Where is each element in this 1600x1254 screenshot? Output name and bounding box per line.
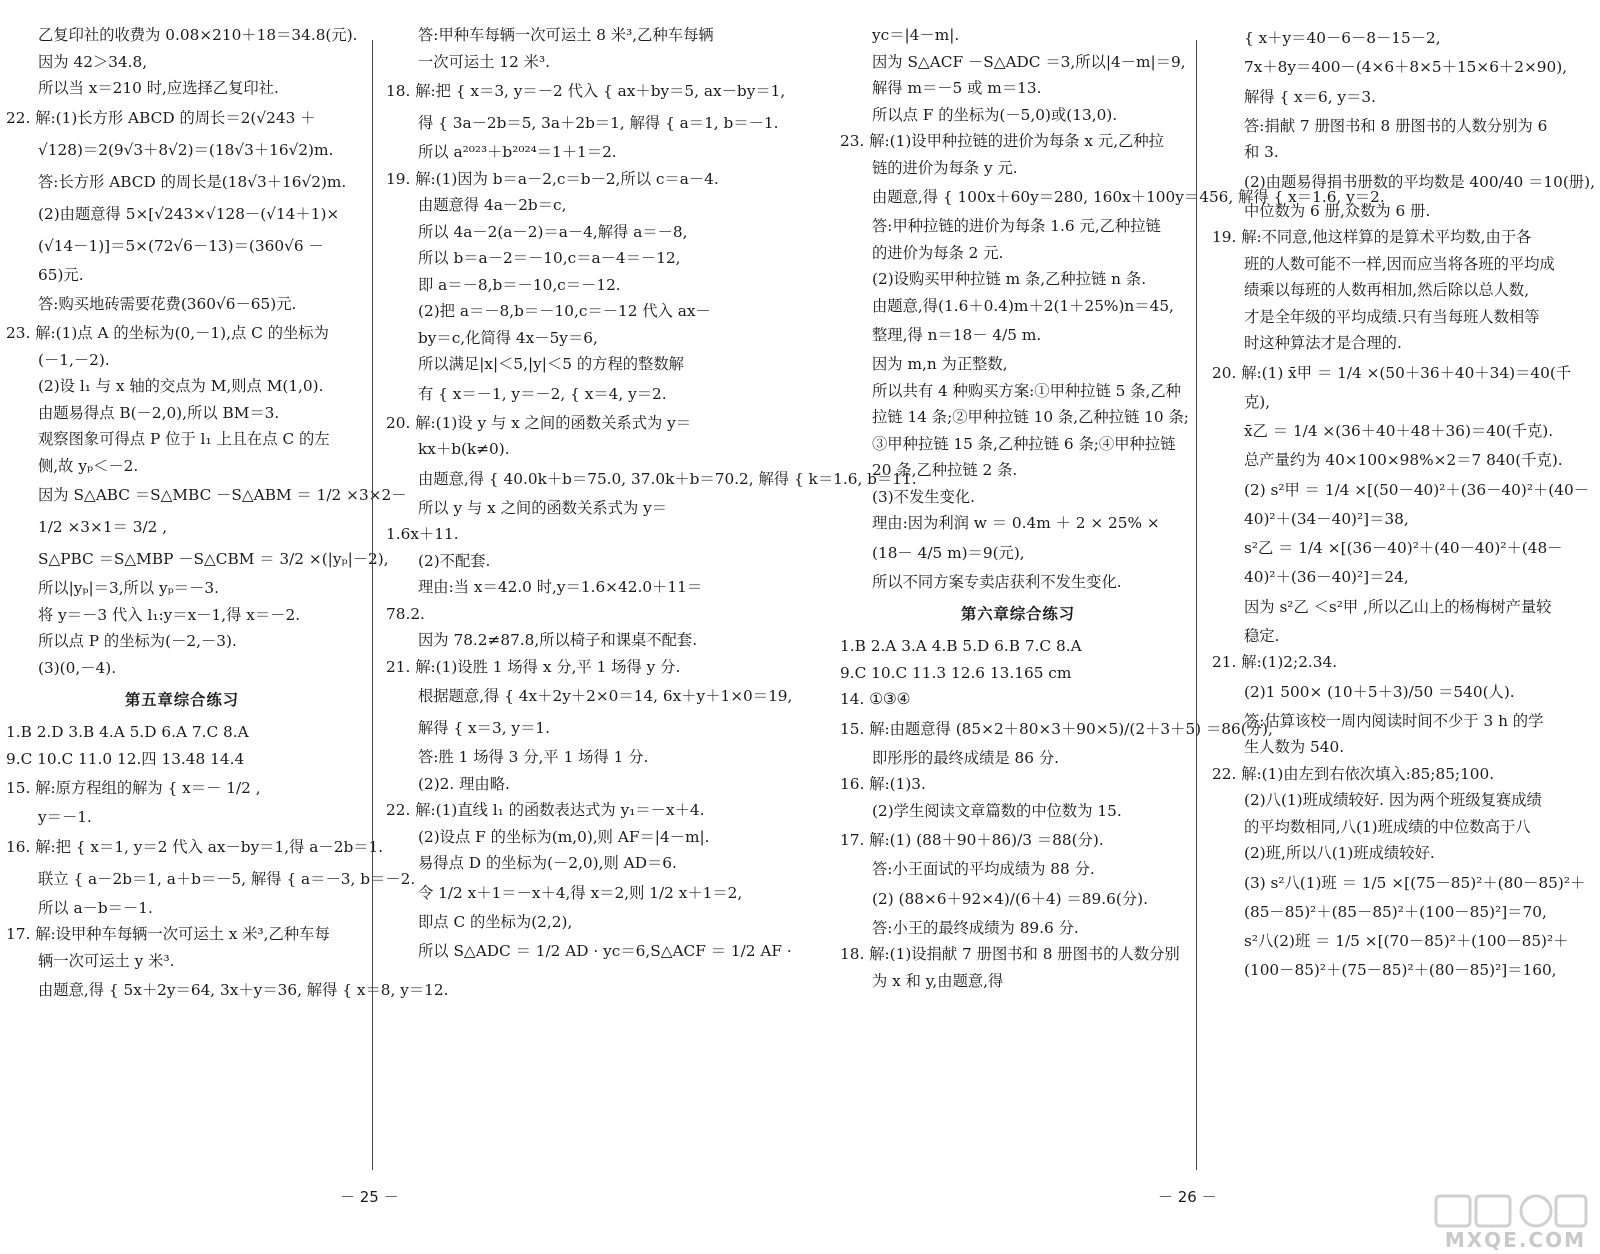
answer-line: 1/2 ×3×1＝ 3/2 , [38, 518, 168, 536]
answer-line: 78.2. [386, 604, 425, 623]
answer-line: 解得 { x＝3, y＝1. [418, 719, 550, 737]
answer-line: 一次可运土 12 米³. [418, 52, 550, 71]
answer-line: 18. 解:(1)设捐献 7 册图书和 8 册图书的人数分别 [840, 945, 1180, 963]
answer-line: 因为 S△ABC ＝S△MBC －S△ABM ＝ 1/2 ×3×2－ [38, 486, 407, 504]
answer-line: 1.6x＋11. [386, 525, 459, 543]
answer-line: 所以 a－b＝－1. [38, 898, 153, 917]
answer-line: 20 条,乙种拉链 2 条. [872, 461, 1018, 479]
answer-line: 克), [1244, 392, 1271, 411]
answer-line: 理由:因为利润 w ＝ 0.4m ＋ 2 × 25% × [872, 514, 1160, 532]
answer-line: yc＝|4－m|. [872, 26, 960, 44]
answer-line: (2)设购买甲种拉链 m 条,乙种拉链 n 条. [872, 270, 1147, 288]
answer-line: s²八(2)班 ＝ 1/5 ×[(70－85)²＋(100－85)²＋ [1244, 932, 1569, 950]
answer-line: 即彤彤的最终成绩是 86 分. [872, 748, 1060, 767]
answer-line: 所以 a²⁰²³＋b²⁰²⁴＝1＋1＝2. [418, 143, 617, 161]
watermark-text: MXQE.COM [1444, 1228, 1586, 1252]
answer-line: 乙复印社的收费为 0.08×210＋18＝34.8(元). [38, 26, 358, 44]
answer-line: 得 { 3a－2b＝5, 3a＋2b＝1, 解得 { a＝1, b＝－1. [418, 114, 779, 132]
answer-line: 答:购买地砖需要花费(360√6－65)元. [38, 295, 297, 313]
answer-line: 答:甲种拉链的进价为每条 1.6 元,乙种拉链 [872, 217, 1161, 235]
answer-line: 1.B 2.D 3.B 4.A 5.D 6.A 7.C 8.A [6, 723, 249, 741]
answer-line: (3)不发生变化. [872, 487, 976, 506]
answer-line: 和 3. [1244, 143, 1279, 161]
answer-line: 即点 C 的坐标为(2,2), [418, 912, 573, 931]
answer-line: √128)＝2(9√3＋8√2)＝(18√3＋16√2)m. [38, 140, 334, 159]
answer-line: s²乙 ＝ 1/4 ×[(36－40)²＋(40－40)²＋(48－ [1244, 539, 1563, 557]
answer-line: 链的进价为每条 y 元. [872, 158, 1018, 177]
answer-line: S△PBC ＝S△MBP －S△CBM ＝ 3/2 ×(|yₚ|－2), [38, 550, 389, 568]
answer-line: 侧,故 yₚ＜－2. [38, 456, 139, 475]
answer-line: y＝－1. [38, 808, 92, 826]
answer-line: (－1,－2). [38, 350, 110, 369]
answer-line: 生人数为 540. [1244, 738, 1345, 756]
answer-line: 中位数为 6 册,众数为 6 册. [1244, 201, 1431, 220]
answer-line: 19. 解:不同意,他这样算的是算术平均数,由于各 [1212, 228, 1532, 246]
answer-line: 观察图象可得点 P 位于 l₁ 上且在点 C 的左 [38, 430, 330, 448]
answer-line: 答:胜 1 场得 3 分,平 1 场得 1 分. [418, 748, 649, 766]
answer-line: 稳定. [1244, 626, 1280, 645]
answer-line: 20. 解:(1) x̄甲 ＝ 1/4 ×(50＋36＋40＋34)＝40(千 [1212, 363, 1572, 382]
answer-line: 23. 解:(1)设甲种拉链的进价为每条 x 元,乙种拉 [840, 132, 1164, 150]
answer-line: 因为 42＞34.8, [38, 52, 148, 71]
answer-line: (2)八(1)班成绩较好. 因为两个班级复赛成绩 [1244, 791, 1542, 809]
column-divider-left [372, 40, 373, 1170]
answer-line: 7x＋8y＝400－(4×6＋8×5＋15×6＋2×90), [1244, 58, 1568, 76]
answer-line: 为 x 和 y,由题意,得 [872, 971, 1004, 990]
answer-line: 15. 解:原方程组的解为 { x＝－ 1/2 , [6, 779, 261, 797]
answer-line: 将 y＝－3 代入 l₁:y＝x－1,得 x＝－2. [38, 605, 301, 624]
answer-line: 有 { x＝－1, y＝－2, { x＝4, y＝2. [418, 384, 667, 403]
answer-line: 9.C 10.C 11.0 12.四 13.48 14.4 [6, 749, 245, 768]
answer-line: 由题意,得(1.6＋0.4)m＋2(1＋25%)n＝45, [872, 296, 1174, 315]
answer-line: 由题意,得 { 40.0k＋b＝75.0, 37.0k＋b＝70.2, 解得 { k＝1.6, b＝11. [418, 469, 917, 488]
answer-line: 所以 b＝a－2＝－10,c＝a－4＝－12, [418, 249, 681, 267]
answer-line: 所以|yₚ|＝3,所以 yₚ＝－3. [38, 579, 219, 597]
page-number-26: － 26 － [1158, 1188, 1217, 1206]
answer-line: 答:小王面试的平均成绩为 88 分. [872, 860, 1095, 878]
answer-line: { x＋y＝40－6－8－15－2, [1244, 29, 1441, 47]
answer-line: 18. 解:把 { x＝3, y＝－2 代入 { ax＋by＝5, ax－by＝1, [386, 82, 786, 100]
answer-line: 所以共有 4 种购买方案:①甲种拉链 5 条,乙种 [872, 381, 1181, 400]
answer-line: 绩乘以每班的人数再相加,然后除以总人数, [1244, 281, 1530, 299]
answer-line: 解得 { x＝6, y＝3. [1244, 87, 1376, 106]
answer-line: 22. 解:(1)长方形 ABCD 的周长＝2(√243 ＋ [6, 108, 316, 127]
answer-line: 根据题意,得 { 4x＋2y＋2×0＝14, 6x＋y＋1×0＝19, [418, 687, 793, 705]
page-26 [820, 22, 1600, 1182]
answer-line: 时这种算法才是合理的. [1244, 334, 1402, 352]
answer-line: 19. 解:(1)因为 b＝a－2,c＝b－2,所以 c＝a－4. [386, 169, 719, 188]
answer-line: 因为 s²乙 ＜s²甲 ,所以乙山上的杨梅树产量较 [1244, 597, 1552, 616]
page-number-25: － 25 － [340, 1188, 399, 1206]
answer-line: 20. 解:(1)设 y 与 x 之间的函数关系式为 y＝ [386, 413, 692, 432]
answer-line: (2)班,所以八(1)班成绩较好. [1244, 844, 1435, 862]
answer-line: 17. 解:(1) (88＋90＋86)/3 ＝88(分). [840, 831, 1104, 849]
answer-line: 21. 解:(1)设胜 1 场得 x 分,平 1 场得 y 分. [386, 657, 681, 676]
answer-line: 班的人数可能不一样,因而应当将各班的平均成 [1244, 254, 1555, 273]
answer-line: 答:捐献 7 册图书和 8 册图书的人数分别为 6 [1244, 116, 1548, 135]
answer-line: 令 1/2 x＋1＝－x＋4,得 x＝2,则 1/2 x＋1＝2, [418, 883, 743, 902]
answer-line: 由题意,得 { 100x＋60y＝280, 160x＋100y＝456, 解得 { x＝1.6, y＝2. [872, 188, 1385, 206]
answer-line: 22. 解:(1)由左到右依次填入:85;85;100. [1212, 764, 1495, 783]
answer-line: x̄乙 ＝ 1/4 ×(36＋40＋48＋36)＝40(千克). [1244, 422, 1554, 440]
answer-line: 由题意,得 { 5x＋2y＝64, 3x＋y＝36, 解得 { x＝8, y＝12. [38, 981, 449, 999]
answer-line: 14. ①③④ [840, 690, 911, 708]
answer-line: (2)不配套. [418, 551, 491, 570]
answer-line: 答:估算该校一周内阅读时间不少于 3 h 的学 [1244, 711, 1544, 730]
answer-line: 易得点 D 的坐标为(－2,0),则 AD＝6. [418, 854, 677, 872]
answer-line: 因为 78.2≠87.8,所以椅子和课桌不配套. [418, 631, 698, 649]
answer-line: 所以点 P 的坐标为(－2,－3). [38, 632, 237, 650]
answer-line: 联立 { a－2b＝1, a＋b＝－5, 解得 { a＝－3, b＝－2. [38, 869, 416, 888]
answer-line: 65)元. [38, 265, 84, 284]
section-heading: 第六章综合练习 [960, 605, 1076, 623]
answer-line: 由题易得点 B(－2,0),所以 BM＝3. [38, 403, 280, 422]
answer-line: 总产量约为 40×100×98%×2＝7 840(千克). [1244, 451, 1563, 469]
answer-line: (2)1 500× (10＋5＋3)/50 ＝540(人). [1244, 682, 1515, 701]
answer-line: 才是全年级的平均成绩.只有当每班人数相等 [1244, 307, 1540, 326]
answer-line: 答:长方形 ABCD 的周长是(18√3＋16√2)m. [38, 172, 347, 191]
answer-line: 所以不同方案专卖店获利不发生变化. [872, 572, 1122, 591]
page-26-column-right [1212, 22, 1595, 1182]
answer-line: by＝c,化简得 4x－5y＝6, [418, 328, 598, 347]
answer-line: (3) s²八(1)班 ＝ 1/5 ×[(75－85)²＋(80－85)²＋ [1244, 873, 1586, 892]
answer-line: 即 a＝－8,b＝－10,c＝－12. [418, 275, 621, 294]
answer-line: 17. 解:设甲种车每辆一次可运土 x 米³,乙种车每 [6, 925, 330, 943]
answer-line: (√14－1)]＝5×(72√6－13)＝(360√6 － [38, 236, 324, 255]
answer-line: 9.C 10.C 11.3 12.6 13.165 cm [840, 663, 1072, 682]
answer-line: (2) s²甲 ＝ 1/4 ×[(50－40)²＋(36－40)²＋(40－ [1244, 480, 1590, 499]
answer-line: 因为 S△ACF －S△ADC ＝3,所以|4－m|＝9, [872, 52, 1186, 71]
answer-line: 40)²＋(34－40)²]＝38, [1244, 509, 1409, 528]
answer-line: 21. 解:(1)2;2.34. [1212, 653, 1338, 671]
answer-line: ③甲种拉链 15 条,乙种拉链 6 条;④甲种拉链 [872, 434, 1176, 453]
answer-line: 由题意得 4a－2b＝c, [418, 196, 567, 214]
answer-line: (2)由题意得 5×[√243×√128－(√14＋1)× [38, 204, 340, 223]
answer-line: 15. 解:由题意得 (85×2＋80×3＋90×5)/(2＋3＋5) ＝86(分), [840, 719, 1273, 738]
answer-line: 的进价为每条 2 元. [872, 243, 1004, 262]
answer-line: 所以 y 与 x 之间的函数关系式为 y＝ [418, 498, 668, 517]
answer-line: (2)把 a＝－8,b＝－10,c＝－12 代入 ax－ [418, 302, 711, 320]
answer-line: (2)设点 F 的坐标为(m,0),则 AF＝|4－m|. [418, 827, 710, 846]
answer-line: 解得 m＝－5 或 m＝13. [872, 79, 1042, 97]
answer-line: 因为 m,n 为正整数, [872, 355, 1008, 373]
answer-line: (2)由题易得捐书册数的平均数是 400/40 ＝10(册), [1244, 172, 1595, 191]
answer-line: 答:甲种车每辆一次可运土 8 米³,乙种车每辆 [418, 26, 714, 44]
answer-line: 所以 S△ADC ＝ 1/2 AD · yc＝6,S△ACF ＝ 1/2 AF · [418, 942, 792, 960]
answer-line: 所以满足|x|＜5,|y|＜5 的方程的整数解 [418, 355, 684, 373]
answer-line: 40)²＋(36－40)²]＝24, [1244, 568, 1409, 586]
answer-line: 拉链 14 条;②甲种拉链 10 条,乙种拉链 10 条; [872, 408, 1189, 426]
section-heading: 第五章综合练习 [124, 691, 240, 709]
answer-line: (2)学生阅读文章篇数的中位数为 15. [872, 801, 1122, 820]
answer-line: 所以当 x＝210 时,应选择乙复印社. [38, 79, 279, 97]
answer-line: 的平均数相同,八(1)班成绩的中位数高于八 [1244, 817, 1531, 836]
answer-line: (2)设 l₁ 与 x 轴的交点为 M,则点 M(1,0). [38, 377, 324, 395]
answer-line: 所以 4a－2(a－2)＝a－4,解得 a＝－8, [418, 222, 688, 241]
answer-line: kx＋b(k≠0). [418, 440, 510, 458]
answer-line: 所以点 F 的坐标为(－5,0)或(13,0). [872, 105, 1118, 124]
column-divider-right [1196, 40, 1197, 1170]
answer-line: 理由:当 x＝42.0 时,y＝1.6×42.0＋11＝ [418, 578, 703, 596]
answer-line: 辆一次可运土 y 米³. [38, 951, 175, 970]
answer-line: 1.B 2.A 3.A 4.B 5.D 6.B 7.C 8.A [840, 637, 1082, 655]
answer-line: (18－ 4/5 m)＝9(元), [872, 543, 1025, 562]
answer-line: 整理,得 n＝18－ 4/5 m. [872, 326, 1042, 344]
answer-line: 16. 解:(1)3. [840, 775, 926, 793]
answer-line: (3)(0,－4). [38, 658, 117, 677]
answer-line: (2)2. 理由略. [418, 774, 510, 793]
answer-line: 答:小王的最终成绩为 89.6 分. [872, 918, 1079, 937]
answer-line: (100－85)²＋(75－85)²＋(80－85)²]＝160, [1244, 961, 1557, 979]
answer-line: (85－85)²＋(85－85)²＋(100－85)²]＝70, [1244, 902, 1547, 921]
answer-line: (2) (88×6＋92×4)/(6＋4) ＝89.6(分). [872, 889, 1148, 908]
answer-line: 22. 解:(1)直线 l₁ 的函数表达式为 y₁＝－x＋4. [386, 801, 705, 819]
answer-line: 16. 解:把 { x＝1, y＝2 代入 ax－by＝1,得 a－2b＝1. [6, 837, 384, 856]
answer-line: 23. 解:(1)点 A 的坐标为(0,－1),点 C 的坐标为 [6, 324, 329, 342]
